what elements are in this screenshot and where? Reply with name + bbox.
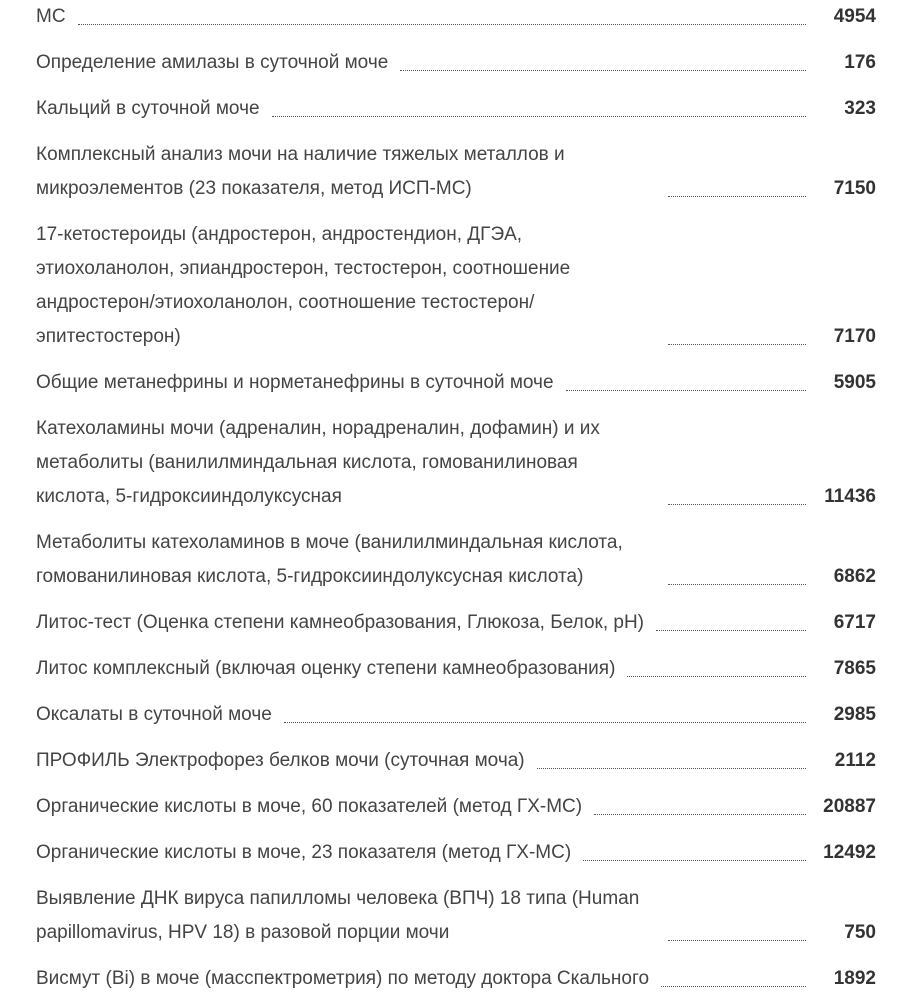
price-row bbox=[36, 876, 876, 956]
price-row bbox=[36, 40, 876, 86]
price-row bbox=[36, 738, 876, 784]
service-name: Метаболиты катехоламинов в моче (ванилилминдальная кислота, гомованилиновая кислота, 5-гидроксииндолуксусная кислота) bbox=[36, 532, 623, 587]
dotted-leader bbox=[272, 116, 806, 117]
price-row bbox=[36, 646, 876, 692]
service-price: 6862 bbox=[833, 566, 876, 587]
service-price: 12492 bbox=[823, 842, 876, 863]
dotted-leader bbox=[583, 860, 806, 861]
dotted-leader bbox=[284, 722, 806, 723]
service-price: 750 bbox=[844, 922, 876, 943]
price-row bbox=[36, 692, 876, 738]
service-name: Катехоламины мочи (адреналин, норадреналин, дофамин) и их метаболиты (ванилилминдальная кислота, гомованилиновая кислота, 5-гидроксииндолуксусная bbox=[36, 418, 600, 507]
service-name: Выявление ДНК вируса папилломы человека (ВПЧ) 18 типа (Human papillomavirus, HPV 18) в разовой порции мочи bbox=[36, 888, 640, 943]
dotted-leader bbox=[668, 196, 806, 197]
service-name: Органические кислоты в моче, 23 показателя (метод ГХ-МС) bbox=[36, 842, 572, 863]
price-row bbox=[36, 830, 876, 876]
service-name: 17-кетостероиды (андростерон, андростендион, ДГЭА, этиохоланолон, эпиандростерон, тестостерон, соотношение андростерон/этиохоланолон, соотношение тестостерон/эпитестостерон) bbox=[36, 224, 571, 347]
service-price: 2112 bbox=[834, 750, 876, 771]
price-row bbox=[36, 132, 876, 212]
service-name: Кальций в суточной моче bbox=[36, 98, 260, 119]
price-row bbox=[36, 212, 876, 360]
price-row bbox=[36, 406, 876, 520]
dotted-leader bbox=[668, 584, 806, 585]
dotted-leader bbox=[668, 504, 806, 505]
service-price: 7865 bbox=[833, 658, 876, 679]
service-price: 176 bbox=[844, 52, 876, 73]
service-name: ПРОФИЛЬ Электрофорез белков мочи (суточная моча) bbox=[36, 750, 525, 771]
dotted-leader bbox=[566, 390, 806, 391]
dotted-leader bbox=[668, 940, 806, 941]
service-price: 1892 bbox=[833, 968, 876, 989]
dotted-leader bbox=[627, 676, 806, 677]
dotted-leader bbox=[400, 70, 806, 71]
dotted-leader bbox=[668, 344, 806, 345]
service-price: 20887 bbox=[823, 796, 876, 817]
service-price: 11436 bbox=[824, 486, 876, 507]
dotted-leader bbox=[656, 630, 806, 631]
service-price: 5905 bbox=[833, 372, 876, 393]
service-price: 7170 bbox=[833, 326, 876, 347]
price-row bbox=[36, 0, 876, 40]
service-name: МС bbox=[36, 6, 66, 27]
price-row bbox=[36, 86, 876, 132]
service-name: Общие метанефрины и норметанефрины в суточной моче bbox=[36, 372, 554, 393]
service-name: Комплексный анализ мочи на наличие тяжелых металлов и микроэлементов (23 показателя, метод ИСП-МС) bbox=[36, 144, 565, 199]
service-name: Органические кислоты в моче, 60 показателей (метод ГХ-МС) bbox=[36, 796, 583, 817]
service-price: 2985 bbox=[833, 704, 876, 725]
price-row bbox=[36, 600, 876, 646]
price-row bbox=[36, 520, 876, 600]
service-name: Висмут (Bi) в моче (масспектрометрия) по методу доктора Скального bbox=[36, 968, 650, 989]
dotted-leader bbox=[594, 814, 806, 815]
service-name: Оксалаты в суточной моче bbox=[36, 704, 272, 725]
dotted-leader bbox=[78, 24, 806, 25]
service-name: Определение амилазы в суточной моче bbox=[36, 52, 389, 73]
service-name: Литос-тест (Оценка степени камнеобразования, Глюкоза, Белок, pH) bbox=[36, 612, 644, 633]
service-name: Литос комплексный (включая оценку степени камнеобразования) bbox=[36, 658, 616, 679]
service-price: 323 bbox=[844, 98, 876, 119]
service-price: 4954 bbox=[833, 6, 876, 27]
service-price: 6717 bbox=[833, 612, 876, 633]
price-row bbox=[36, 360, 876, 406]
dotted-leader bbox=[537, 768, 806, 769]
dotted-leader bbox=[661, 986, 806, 987]
price-row bbox=[36, 956, 876, 1002]
service-price: 7150 bbox=[833, 178, 876, 199]
price-row bbox=[36, 784, 876, 830]
